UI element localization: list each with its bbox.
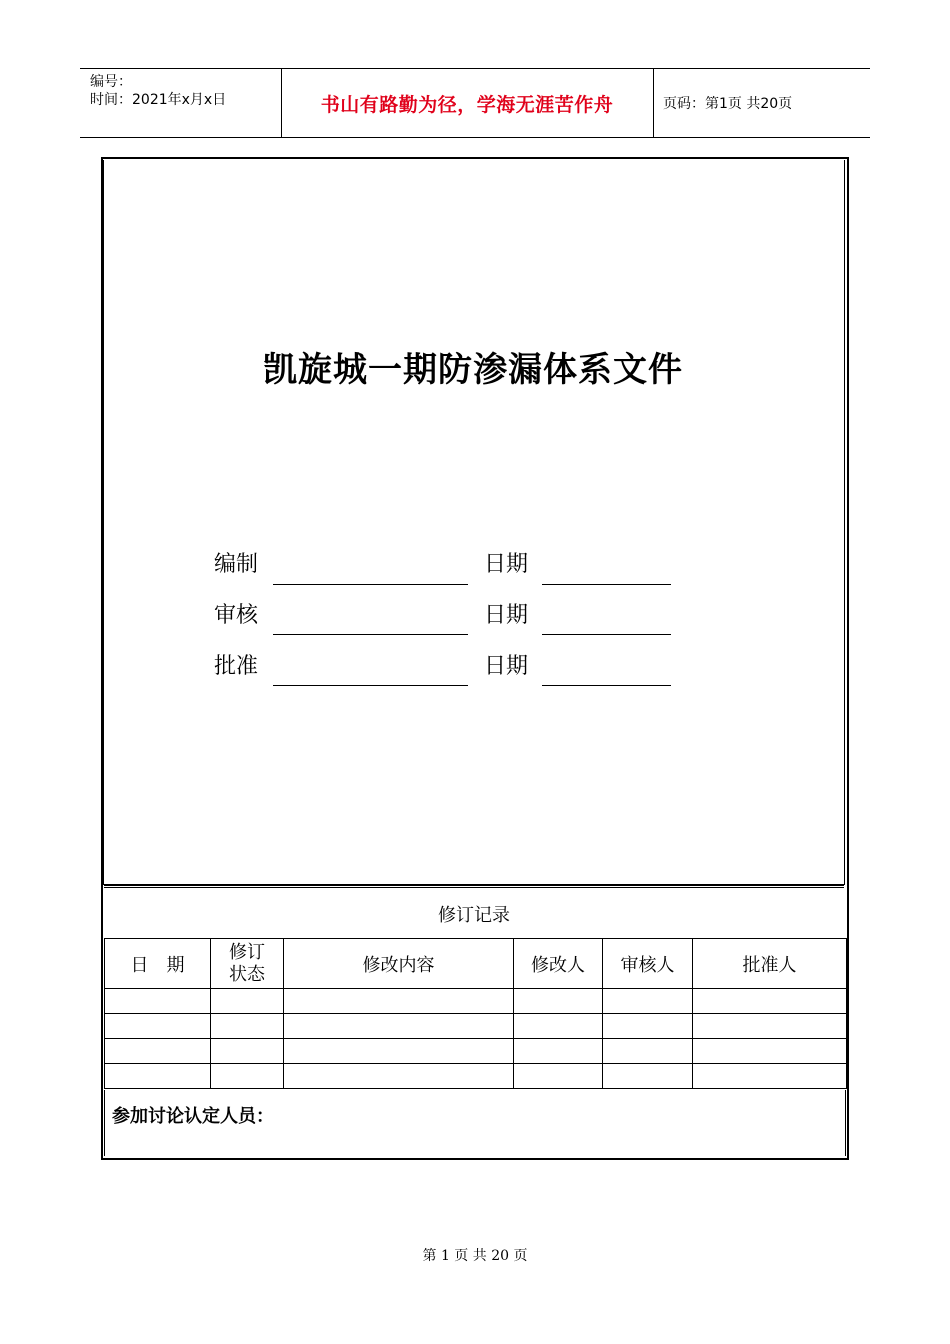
table-cell[interactable] [693,989,847,1014]
header-page-number: 页码：第1页 共20页 [663,96,793,112]
table-cell[interactable] [105,1039,211,1064]
col-revision-status [211,939,284,989]
table-cell[interactable] [105,989,211,1014]
col-reviewer: 审核人 [603,939,693,989]
table-row [105,1039,847,1064]
header-page-cell [654,69,870,137]
col-change-content: 修改内容 [284,939,514,989]
participants-box[interactable] [104,1090,846,1156]
table-cell[interactable] [693,1064,847,1089]
table-cell[interactable] [211,989,284,1014]
review-date-label: 日期 [484,603,529,628]
approve-signature-line[interactable] [273,685,468,686]
page-footer: 第 1 页 共 20 页 [422,1248,528,1264]
approve-date-line[interactable] [542,685,671,686]
time-label: 时间：2021年x月x日 [90,92,227,108]
revision-table [104,938,847,1089]
compile-label: 编制 [214,552,259,577]
page-header [80,68,870,138]
table-cell[interactable] [514,1014,603,1039]
compile-date-label: 日期 [484,552,529,577]
review-date-line[interactable] [542,634,671,635]
table-cell[interactable] [693,1039,847,1064]
col-approver: 批准人 [693,939,847,989]
header-motto-cell [281,69,654,137]
table-cell[interactable] [514,1064,603,1089]
col-date: 日 期 [105,939,211,989]
revision-table-header [105,939,847,989]
table-cell[interactable] [603,1014,693,1039]
review-signature-line[interactable] [273,634,468,635]
approve-date-label: 日期 [484,654,529,679]
table-cell[interactable] [284,989,514,1014]
table-cell[interactable] [603,1039,693,1064]
section-divider-thin [104,887,844,888]
table-row [105,989,847,1014]
table-cell[interactable] [514,1039,603,1064]
table-cell[interactable] [211,1064,284,1089]
table-row [105,1014,847,1039]
col-modifier: 修改人 [514,939,603,989]
table-cell[interactable] [105,1064,211,1089]
table-cell[interactable] [284,1039,514,1064]
table-row [105,1064,847,1089]
table-cell[interactable] [284,1014,514,1039]
table-cell[interactable] [693,1014,847,1039]
revision-record-title: 修订记录 [438,905,510,926]
compile-signature-line[interactable] [273,584,468,585]
table-cell[interactable] [603,1064,693,1089]
document-title: 凯旋城一期防渗漏体系文件 [263,350,683,390]
section-divider [104,884,844,886]
participants-label: 参加讨论认定人员： [112,1106,274,1127]
table-cell[interactable] [211,1014,284,1039]
review-label: 审核 [214,603,259,628]
number-label: 编号： [90,74,132,90]
document-frame-inner [103,160,845,885]
table-cell[interactable] [514,989,603,1014]
table-cell[interactable] [211,1039,284,1064]
approve-label: 批准 [214,654,259,679]
table-cell[interactable] [105,1014,211,1039]
compile-date-line[interactable] [542,584,671,585]
header-left-cell [80,69,282,137]
table-cell[interactable] [603,989,693,1014]
motto-text: 书山有路勤为径，学海无涯苦作舟 [320,93,614,116]
table-cell[interactable] [284,1064,514,1089]
col-revision-status-line1: 修订 [229,941,265,963]
col-revision-status-line2: 状态 [229,963,265,985]
